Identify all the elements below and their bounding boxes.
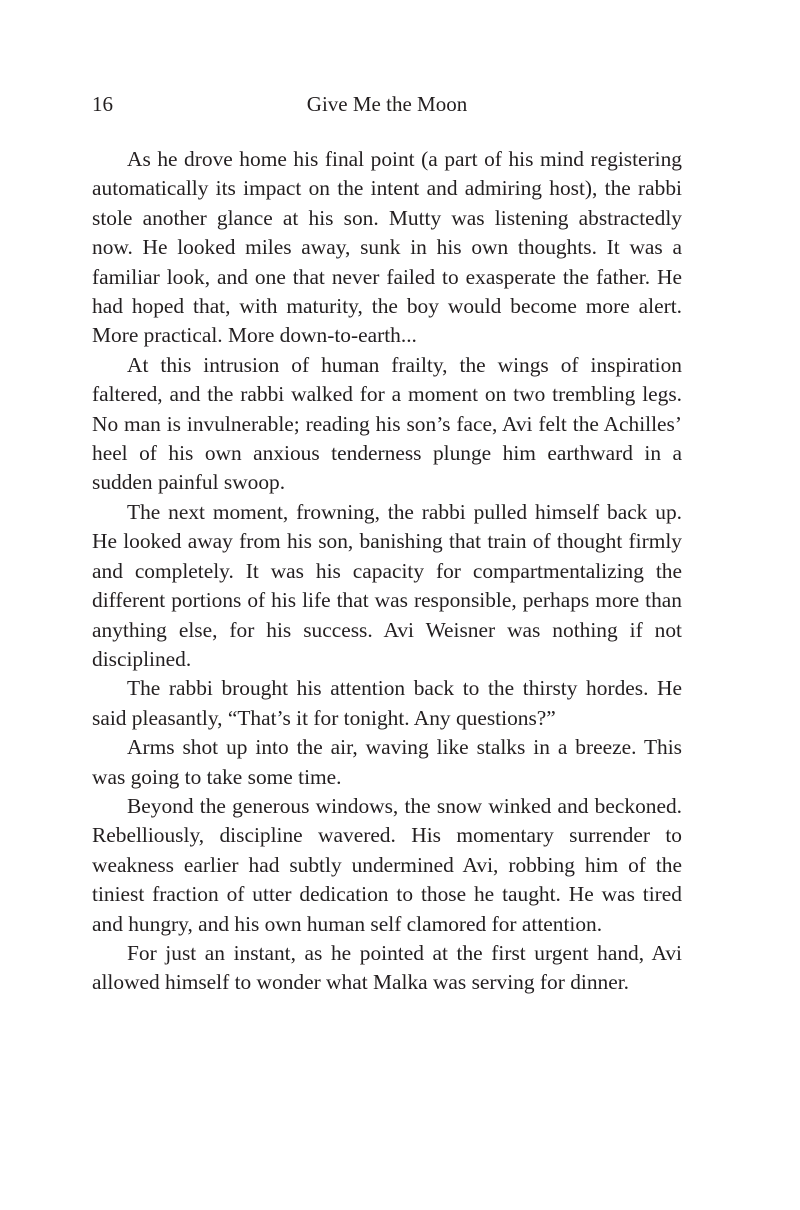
- paragraph: The next moment, frowning, the rabbi pulled himself back up. He looked away from his son, banishing that train of thought firmly and completely. It was his capacity for compartmentalizing the different portions of his life that was responsible, perhaps more than anything else, for his success. Avi Weisner was nothing if not disciplined.: [92, 499, 682, 671]
- paragraph: At this intrusion of human frailty, the wings of inspiration faltered, and the rabbi walked for a moment on two trembling legs. No man is invulnerable; reading his son’s face, Avi felt the Achilles’ heel of his own anxious tenderness plunge him earthward in a sudden painful swoop.: [92, 352, 682, 495]
- paragraph: For just an instant, as he pointed at the first urgent hand, Avi allowed himself to wonder what Malka was serving for dinner.: [92, 940, 682, 995]
- book-title: Give Me the Moon: [306, 92, 468, 116]
- paragraph: Beyond the generous windows, the snow winked and beckoned. Rebelliously, discipline wavered. His momentary surrender to weakness earlier had subtly undermined Avi, robbing him of the tiniest fraction of utter dedication to those he taught. He was tired and hungry, and his own human self clamored for attention.: [92, 793, 682, 936]
- paragraph: Arms shot up into the air, waving like stalks in a breeze. This was going to take some time.: [92, 735, 682, 789]
- body-text: [92, 145, 682, 998]
- page-number: 16: [92, 92, 113, 116]
- paragraph: The rabbi brought his attention back to the thirsty hordes. He said pleasantly, “That’s it for tonight. Any questions?”: [92, 676, 682, 730]
- paragraph: As he drove home his final point (a part of his mind registering automatically its impact on the intent and admiring host), the rabbi stole another glance at his son. Mutty was listening abstractedly now. He looked miles away, sunk in his own thoughts. It was a familiar look, and one that never failed to exasperate the father. He had hoped that, with maturity, the boy would become more alert. More practical. More down-to-earth...: [92, 147, 682, 348]
- running-head: [92, 88, 682, 120]
